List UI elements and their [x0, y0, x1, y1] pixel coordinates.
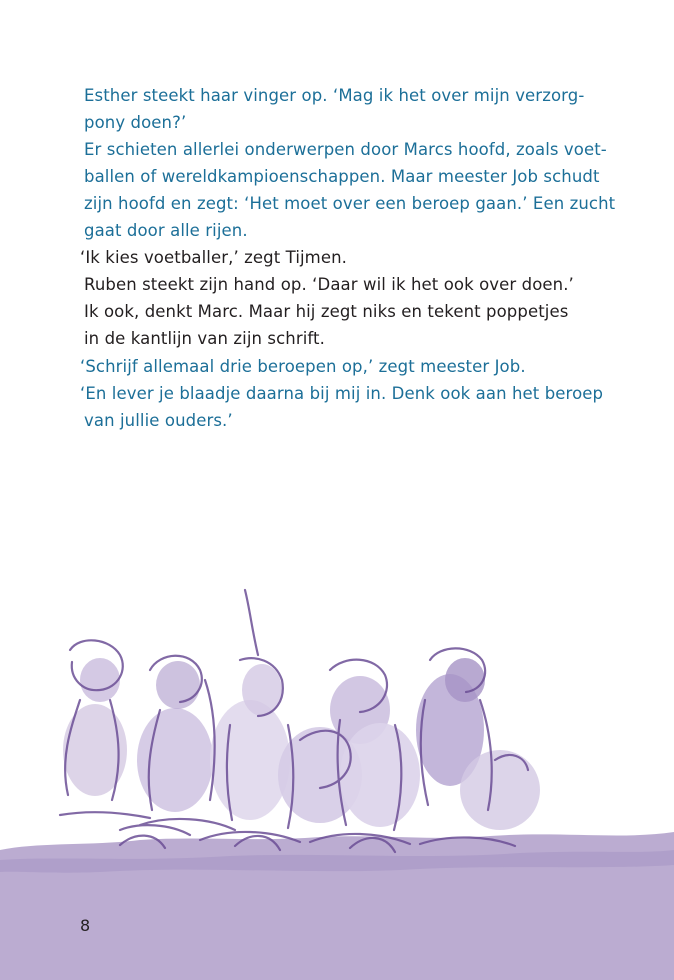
text-line: pony doen?’ [84, 113, 187, 132]
text-line: Ik ook, denkt Marc. Maar hij zegt niks en tekent poppetjes [84, 302, 569, 321]
text-line: ‘Schrijf allemaal drie beroepen op,’ zegt meester Job. [80, 357, 526, 376]
text-line: Er schieten allerlei onderwerpen door Marcs hoofd, zoals voet- [84, 140, 607, 159]
text-line: zijn hoofd en zegt: ‘Het moet over een beroep gaan.’ Een zucht [84, 194, 616, 213]
text-line: ‘Ik kies voetballer,’ zegt Tijmen. [80, 248, 348, 267]
text-line: ballen of wereldkampioenschappen. Maar meester Job schudt [84, 167, 600, 186]
page-number: 8 [80, 916, 91, 935]
story-text [0, 0, 674, 440]
text-line: in de kantlijn van zijn schrift. [84, 329, 325, 348]
text-line: Ruben steekt zijn hand op. ‘Daar wil ik het ook over doen.’ [84, 275, 574, 294]
text-line: van jullie ouders.’ [84, 411, 233, 430]
text-line: gaat door alle rijen. [84, 221, 248, 240]
text-line: Esther steekt haar vinger op. ‘Mag ik het over mijn verzorg- [84, 86, 585, 105]
classroom-illustration [0, 560, 674, 980]
text-line: ‘En lever je blaadje daarna bij mij in. Denk ook aan het beroep [80, 384, 604, 403]
